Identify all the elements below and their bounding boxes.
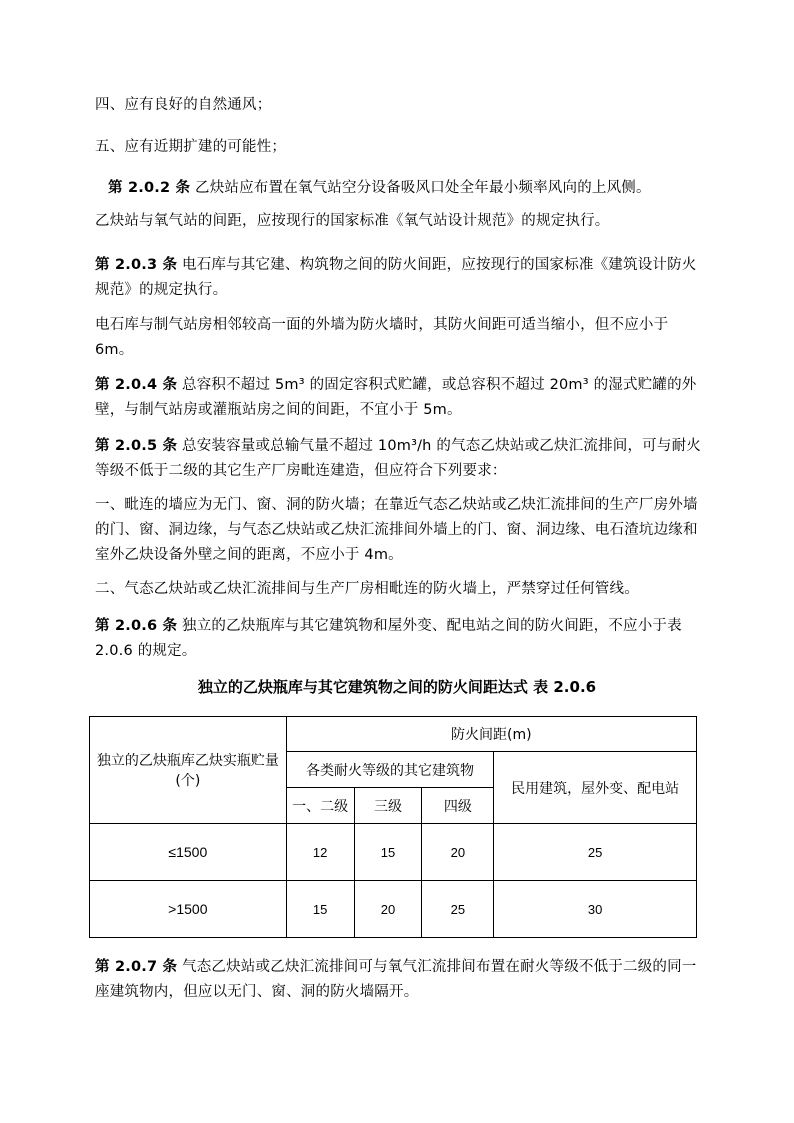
paragraph-text: 独立的乙炔瓶库与其它建筑物和屋外变、配电站之间的防火间距，不应小于表 2.0.6 的规定。 (95, 618, 682, 659)
table-title: 独立的乙炔瓶库与其它建筑物之间的防火间距达式 表 2.0.6 (197, 678, 597, 696)
paragraph (95, 209, 705, 234)
paragraph-text: 五、应有近期扩建的可能性； (95, 139, 287, 155)
paragraph-text: 总容积不超过 5m³ 的固定容积式贮罐，或总容积不超过 20m³ 的湿式贮罐的外壁，与制气站房或灌瓶站房之间的间距，不宜小于 5m。 (95, 377, 697, 418)
clause-number: 第 2.0.2 条 (108, 180, 191, 196)
paragraph-text: 电石库与制气站房相邻较高一面的外墙为防火墙时，其防火间距可适当缩小，但不应小于 6m。 (95, 317, 669, 358)
clause-number: 第 2.0.6 条 (95, 618, 178, 634)
sub-group-header-cell (286, 752, 494, 788)
clause-2-0-2 (108, 176, 708, 201)
table-cell: 20 (354, 881, 422, 938)
paragraph (95, 93, 705, 118)
clause-2-0-6 (95, 614, 705, 664)
last-col-header-cell (494, 752, 697, 824)
clause-2-0-3 (95, 253, 705, 303)
table-cell: 25 (422, 881, 494, 938)
group-header: 防火间距(m) (451, 727, 532, 743)
table-cell: 25 (494, 824, 697, 881)
table-cell: 15 (354, 824, 422, 881)
paragraph (95, 313, 705, 363)
row-header: 独立的乙炔瓶库乙炔实瓶贮量(个) (96, 753, 279, 789)
clause-number: 第 2.0.7 条 (95, 959, 178, 975)
paragraph-text: 气态乙炔站或乙炔汇流排间可与氧气汇流排间布置在耐火等级不低于二级的同一座建筑物内，但应以无门、窗、洞的防火墙隔开。 (95, 959, 697, 1000)
table-cell: 30 (494, 881, 697, 938)
paragraph-text: 乙炔站与氧气站的间距，应按现行的国家标准《氧气站设计规范》的规定执行。 (95, 213, 610, 229)
sub-group-header: 各类耐火等级的其它建筑物 (306, 762, 474, 779)
paragraph (95, 577, 705, 602)
table-cell: 15 (286, 881, 354, 938)
paragraph-text: 一、毗连的墙应为无门、窗、洞的防火墙；在靠近气态乙炔站或乙炔汇流排间的生产厂房外墙的门、窗、洞边缘，与气态乙炔站或乙炔汇流排间外墙上的门、窗、洞边缘、电石渣坑边缘和室外乙炔设备外壁之间的距离，不应小于 4m。 (95, 497, 698, 563)
row-header-cell (90, 717, 287, 824)
paragraph-text: 总安装容量或总输气量不超过 10m³/h 的气态乙炔站或乙炔汇流排间，可与耐火等级不低于二级的其它生产厂房毗连建造，但应符合下列要求： (95, 438, 701, 479)
fire-distance-table (89, 716, 697, 938)
grade-header: 一、二级 (286, 788, 354, 824)
paragraph (95, 135, 705, 160)
table-row (90, 881, 697, 938)
paragraph-text: 二、气态乙炔站或乙炔汇流排间与生产厂房相毗连的防火墙上，严禁穿过任何管线。 (95, 581, 639, 597)
group-header-cell (286, 717, 696, 752)
clause-number: 第 2.0.3 条 (95, 257, 178, 273)
table-row (90, 824, 697, 881)
clause-2-0-4 (95, 373, 705, 423)
row-label: >1500 (90, 881, 287, 938)
grade-header: 三级 (354, 788, 422, 824)
grade-header: 四级 (422, 788, 494, 824)
clause-number: 第 2.0.5 条 (95, 438, 178, 454)
clause-2-0-5 (95, 434, 705, 484)
table-cell: 20 (422, 824, 494, 881)
paragraph-text: 乙炔站应布置在氧气站空分设备吸风口处全年最小频率风向的上风侧。 (190, 180, 651, 196)
table-cell: 12 (286, 824, 354, 881)
clause-number: 第 2.0.4 条 (95, 377, 178, 393)
row-label: ≤1500 (90, 824, 287, 881)
paragraph-text: 电石库与其它建、构筑物之间的防火间距，应按现行的国家标准《建筑设计防火规范》的规定执行。 (95, 257, 697, 298)
paragraph-text: 四、应有良好的自然通风； (95, 97, 272, 113)
paragraph (95, 493, 705, 568)
last-col-header: 民用建筑，屋外变、配电站 (511, 780, 680, 797)
clause-2-0-7 (95, 955, 705, 1005)
